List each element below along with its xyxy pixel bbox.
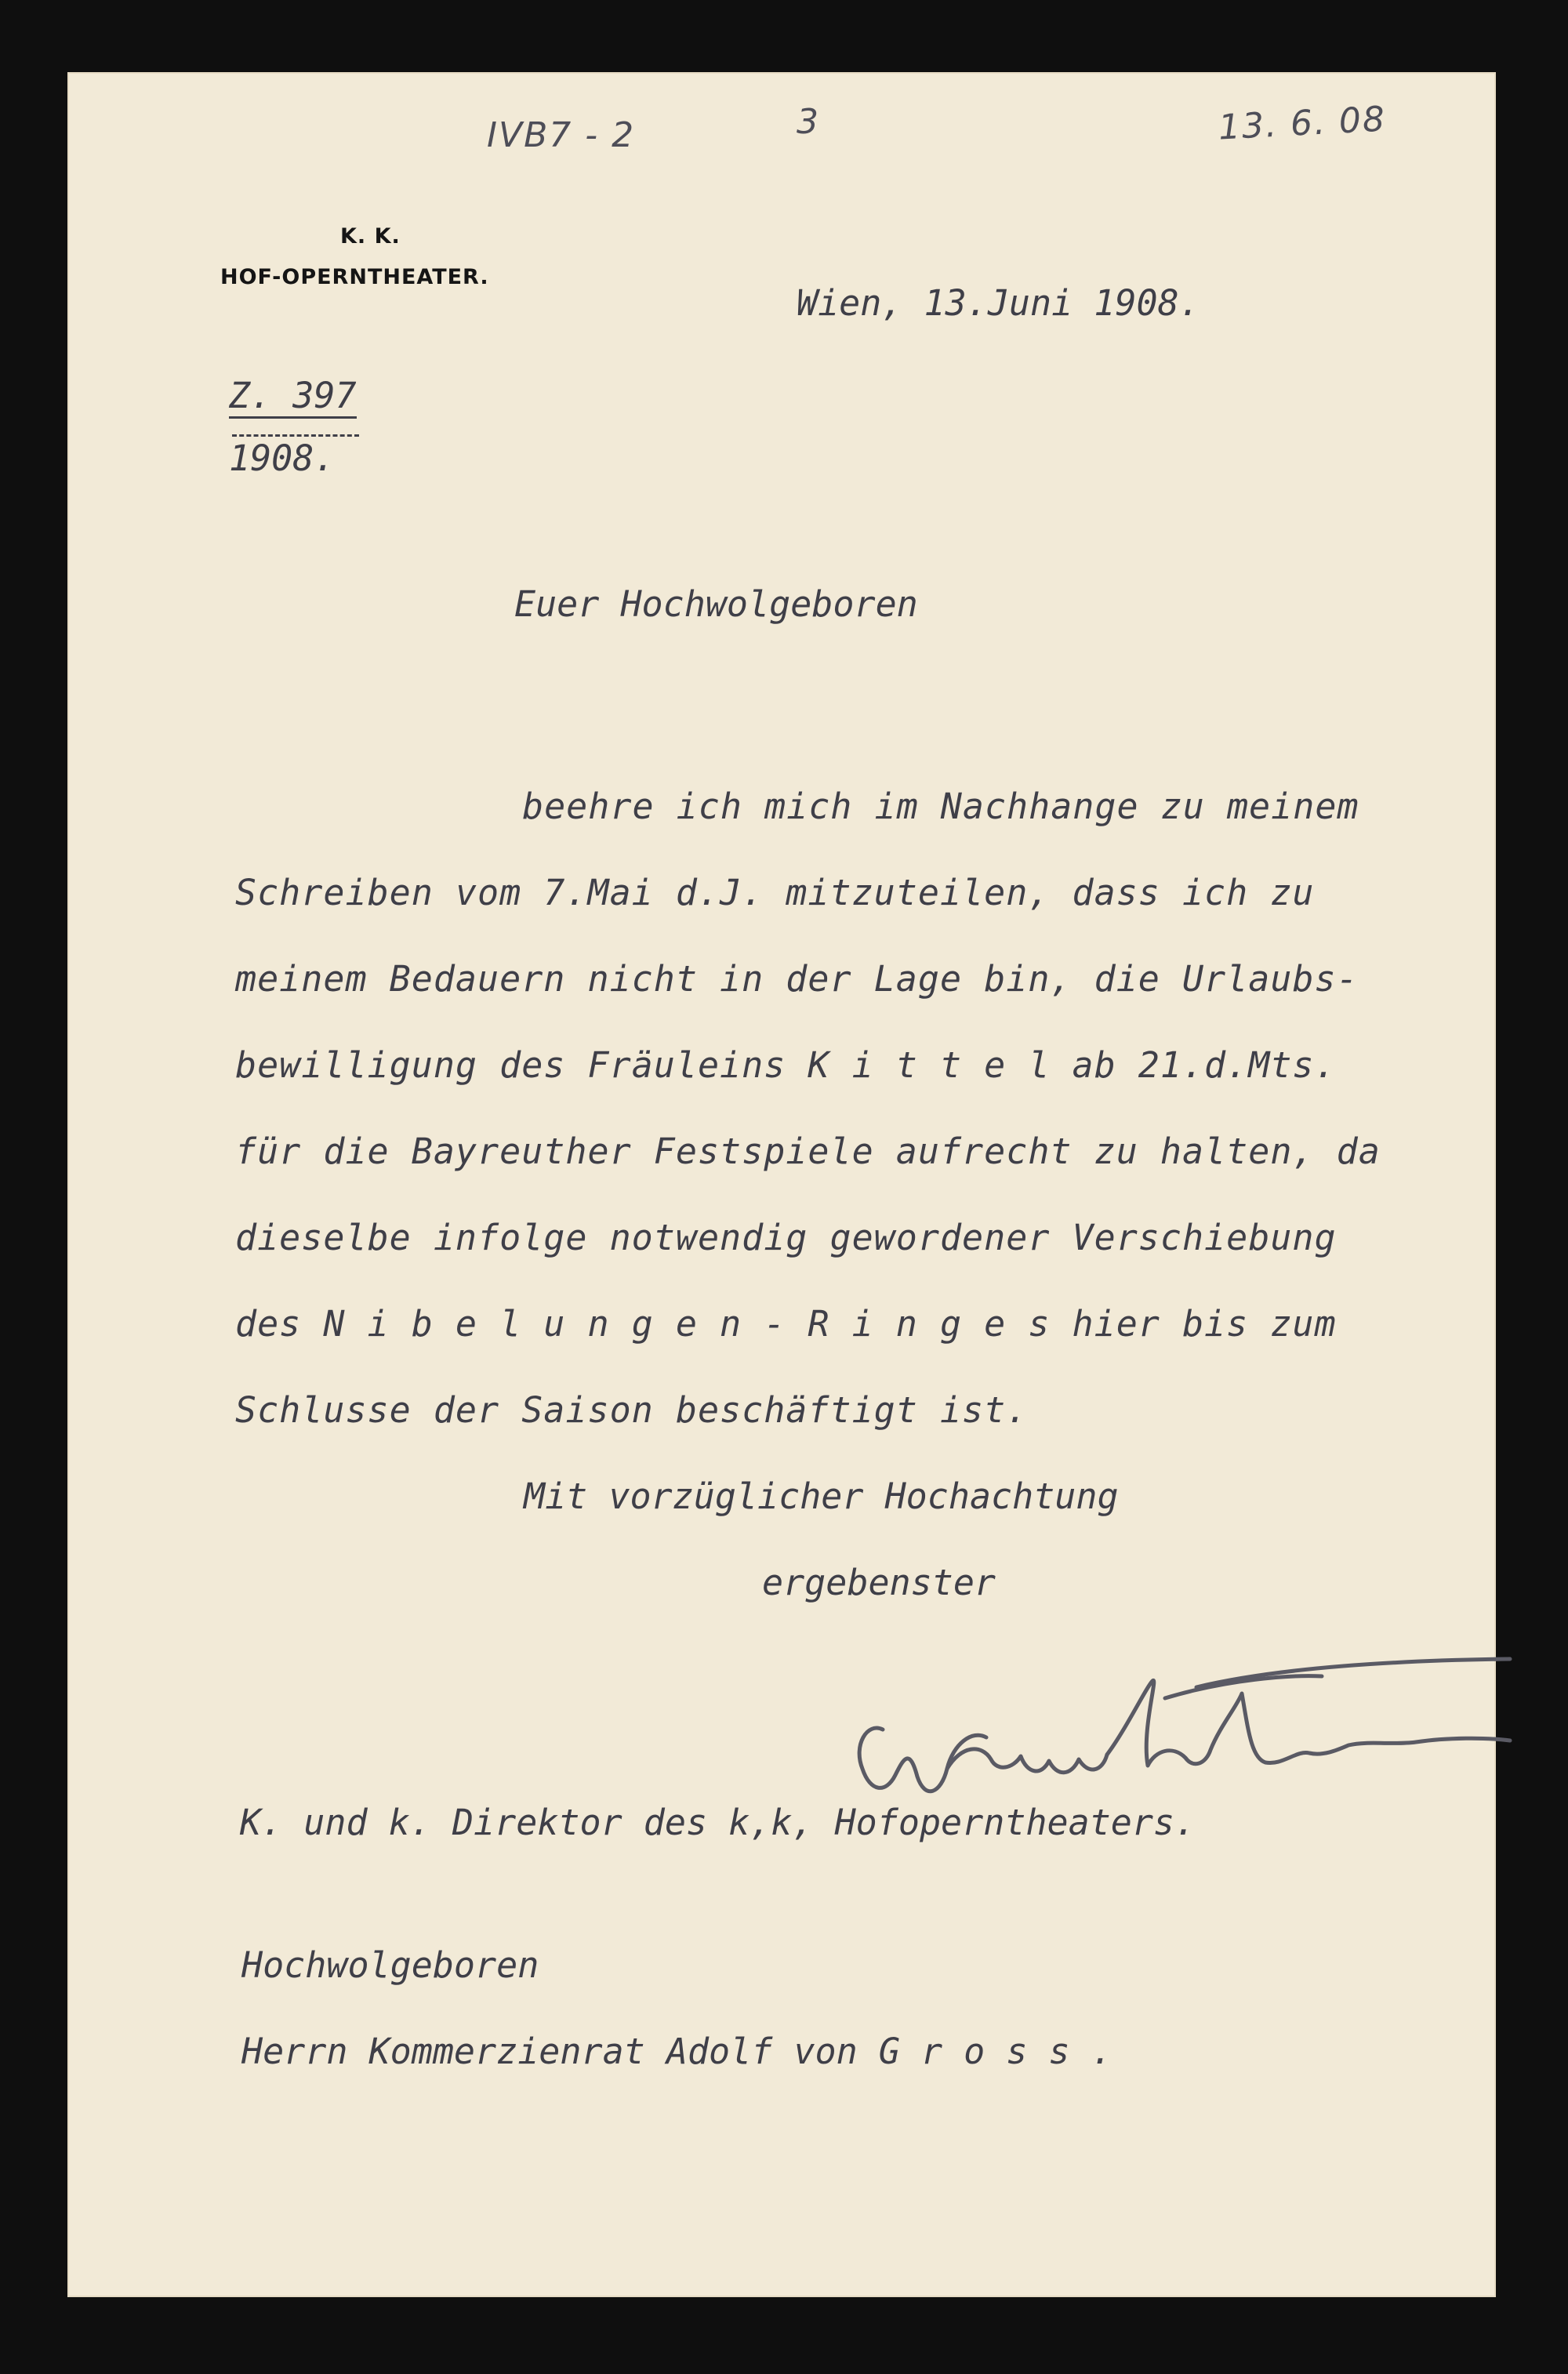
salutation: Euer Hochwolgeboren bbox=[514, 583, 918, 625]
body-line: bewilligung des Fräuleins K i t t e l ab 21.d.Mts. bbox=[235, 1044, 1337, 1086]
letterhead-line1: K. K. bbox=[340, 224, 401, 249]
body-line: für die Bayreuther Festspiele aufrecht zu halten, da bbox=[235, 1131, 1381, 1172]
archive-reference: IVB7 - 2 bbox=[487, 115, 636, 155]
signatory-title: K. und k. Direktor des k,k, Hofoperntheaters. bbox=[240, 1802, 1196, 1843]
letterhead-line2: HOF-OPERNTHEATER. bbox=[220, 265, 489, 289]
letter-sheet bbox=[67, 72, 1496, 2297]
reference-dash-rule bbox=[232, 434, 359, 437]
addressee-line: Hochwolgeboren bbox=[241, 1944, 539, 1986]
body-line: Schlusse der Saison beschäftigt ist. bbox=[235, 1389, 1029, 1431]
addressee-line: Herrn Kommerzienrat Adolf von G r o s s . bbox=[241, 2031, 1112, 2072]
received-date: 13. 6. 08 bbox=[1217, 99, 1388, 148]
body-line: beehre ich mich im Nachhange zu meinem bbox=[522, 786, 1359, 827]
body-line: dieselbe infolge notwendig gewordener Verschiebung bbox=[235, 1217, 1337, 1258]
closing-line: ergebenster bbox=[762, 1562, 996, 1603]
reference-year: 1908. bbox=[229, 437, 336, 479]
dateline: Wien, 13.Juni 1908. bbox=[797, 282, 1200, 324]
body-line: des N i b e l u n g e n - R i n g e s hier bis zum bbox=[235, 1303, 1337, 1345]
body-line: meinem Bedauern nicht in der Lage bin, die Urlaubs- bbox=[235, 958, 1359, 1000]
reference-number: Z. 397 bbox=[229, 375, 357, 419]
body-line: Schreiben vom 7.Mai d.J. mitzuteilen, dass ich zu bbox=[235, 872, 1315, 913]
folio-number: 3 bbox=[797, 102, 820, 142]
closing-line: Mit vorzüglicher Hochachtung bbox=[524, 1476, 1119, 1517]
